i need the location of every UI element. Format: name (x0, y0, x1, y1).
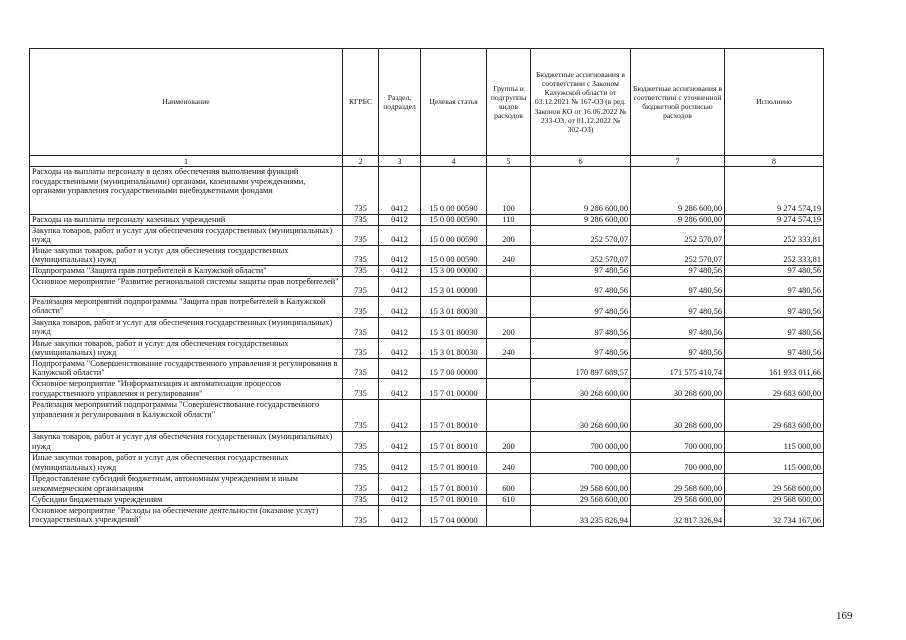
row-updated-amount: 32 817 326,94 (631, 505, 725, 526)
row-executed-amount: 29 683 600,00 (725, 378, 824, 399)
table-row (30, 296, 824, 317)
row-law-amount: 9 286 600,00 (531, 215, 631, 226)
row-law-amount: 29 568 600,00 (531, 494, 631, 505)
row-name: Основное мероприятие "Информатизация и автоматизация процессов государственного управления и регулирования" (30, 378, 343, 399)
row-updated-amount: 97 480,56 (631, 317, 725, 338)
row-group (487, 399, 531, 431)
row-name: Закупка товаров, работ и услуг для обеспечения государственных (муниципальных) нужд (30, 317, 343, 338)
row-name: Иные закупки товаров, работ и услуг для обеспечения государственных (муниципальных) нужд (30, 338, 343, 358)
row-article: 15 7 01 80010 (421, 473, 487, 494)
row-section: 0412 (379, 494, 421, 505)
header-article: Целевая статья (421, 49, 487, 156)
row-name: Подпрограмма "Защита прав потребителей в Калужской области" (30, 265, 343, 276)
row-group (487, 265, 531, 276)
row-law-amount: 9 286 600,00 (531, 167, 631, 215)
row-name: Подпрограмма "Совершенствование государственного управления и регулирования в Калужской области" (30, 358, 343, 378)
table-row (30, 473, 824, 494)
row-kgrbs: 735 (343, 245, 379, 265)
row-section: 0412 (379, 215, 421, 226)
row-law-amount: 700 000,00 (531, 431, 631, 452)
table-row (30, 215, 824, 226)
row-law-amount: 30 268 600,00 (531, 399, 631, 431)
table-row (30, 378, 824, 399)
col-number: 5 (487, 156, 531, 167)
row-name: Реализация мероприятий подпрограммы "Защита прав потребителей в Калужской области" (30, 296, 343, 317)
table-row (30, 276, 824, 296)
row-section: 0412 (379, 317, 421, 338)
row-executed-amount: 252 333,81 (725, 225, 824, 245)
row-name: Реализация мероприятий подпрограммы "Совершенствование государственного управления и регулирования в Калужской области" (30, 399, 343, 431)
col-number: 8 (725, 156, 824, 167)
row-section: 0412 (379, 473, 421, 494)
row-kgrbs: 735 (343, 338, 379, 358)
row-updated-amount: 97 480,56 (631, 265, 725, 276)
row-updated-amount: 30 268 600,00 (631, 399, 725, 431)
row-name: Закупка товаров, работ и услуг для обеспечения государственных (муниципальных) нужд (30, 431, 343, 452)
table-row (30, 431, 824, 452)
row-group: 200 (487, 431, 531, 452)
row-executed-amount: 115 000,00 (725, 431, 824, 452)
row-group: 110 (487, 215, 531, 226)
row-updated-amount: 97 480,56 (631, 338, 725, 358)
row-name: Иные закупки товаров, работ и услуг для обеспечения государственных (муниципальных) нужд (30, 245, 343, 265)
row-article: 15 0 00 00590 (421, 225, 487, 245)
row-name: Основное мероприятие "Расходы на обеспечение деятельности (оказание услуг) государственных учреждений" (30, 505, 343, 526)
row-executed-amount: 9 274 574,19 (725, 215, 824, 226)
row-group (487, 358, 531, 378)
row-section: 0412 (379, 225, 421, 245)
row-group: 240 (487, 452, 531, 473)
row-name: Закупка товаров, работ и услуг для обеспечения государственных (муниципальных) нужд (30, 225, 343, 245)
row-section: 0412 (379, 505, 421, 526)
row-updated-amount: 700 000,00 (631, 452, 725, 473)
row-executed-amount: 29 568 600,00 (725, 494, 824, 505)
table-row (30, 338, 824, 358)
row-section: 0412 (379, 296, 421, 317)
row-article: 15 3 01 80030 (421, 317, 487, 338)
table-row (30, 167, 824, 215)
row-executed-amount: 252 333,81 (725, 245, 824, 265)
row-law-amount: 97 480,56 (531, 276, 631, 296)
header-section: Раздел, подраздел (379, 49, 421, 156)
row-updated-amount: 252 570,07 (631, 245, 725, 265)
row-name: Расходы на выплаты персоналу казенных учреждений (30, 215, 343, 226)
row-article: 15 3 01 00000 (421, 276, 487, 296)
row-executed-amount: 115 000,00 (725, 452, 824, 473)
table-body (30, 167, 824, 527)
row-section: 0412 (379, 167, 421, 215)
row-law-amount: 97 480,56 (531, 296, 631, 317)
row-article: 15 7 04 00000 (421, 505, 487, 526)
row-executed-amount: 97 480,56 (725, 276, 824, 296)
col-number: 2 (343, 156, 379, 167)
row-law-amount: 29 568 600,00 (531, 473, 631, 494)
row-article: 15 3 01 80030 (421, 338, 487, 358)
row-kgrbs: 735 (343, 167, 379, 215)
row-section: 0412 (379, 245, 421, 265)
row-kgrbs: 735 (343, 399, 379, 431)
row-executed-amount: 97 480,56 (725, 317, 824, 338)
row-article: 15 7 01 80010 (421, 452, 487, 473)
row-updated-amount: 29 568 600,00 (631, 494, 725, 505)
table-row (30, 265, 824, 276)
table-row (30, 317, 824, 338)
row-group: 600 (487, 473, 531, 494)
table-row (30, 358, 824, 378)
row-law-amount: 30 268 600,00 (531, 378, 631, 399)
row-executed-amount: 9 274 574,19 (725, 167, 824, 215)
header-executed: Исполнено (725, 49, 824, 156)
row-article: 15 0 00 00590 (421, 215, 487, 226)
row-law-amount: 97 480,56 (531, 338, 631, 358)
row-section: 0412 (379, 265, 421, 276)
col-number: 6 (531, 156, 631, 167)
row-section: 0412 (379, 276, 421, 296)
row-group (487, 378, 531, 399)
row-article: 15 7 01 80010 (421, 431, 487, 452)
row-article: 15 7 01 80010 (421, 399, 487, 431)
row-article: 15 7 01 80010 (421, 494, 487, 505)
row-group: 200 (487, 317, 531, 338)
row-section: 0412 (379, 431, 421, 452)
row-executed-amount: 97 480,56 (725, 296, 824, 317)
header-kgrbs: КГРБС (343, 49, 379, 156)
row-updated-amount: 97 480,56 (631, 276, 725, 296)
row-kgrbs: 735 (343, 431, 379, 452)
row-law-amount: 97 480,56 (531, 317, 631, 338)
row-kgrbs: 735 (343, 276, 379, 296)
row-updated-amount: 9 286 600,00 (631, 167, 725, 215)
header-group: Группы и подгруппы видов расходов (487, 49, 531, 156)
row-name: Субсидии бюджетным учреждениям (30, 494, 343, 505)
row-kgrbs: 735 (343, 473, 379, 494)
row-executed-amount: 161 933 011,66 (725, 358, 824, 378)
col-number: 3 (379, 156, 421, 167)
col-number: 1 (30, 156, 343, 167)
row-name: Основное мероприятие "Развитие региональной системы защиты прав потребителей" (30, 276, 343, 296)
row-group: 200 (487, 225, 531, 245)
header-updated: Бюджетные ассигнования в соответствии с уточненной бюджетной росписью расходов (631, 49, 725, 156)
row-law-amount: 97 480,56 (531, 265, 631, 276)
page-number: 169 (836, 610, 853, 622)
row-group: 240 (487, 338, 531, 358)
row-article: 15 0 00 00590 (421, 167, 487, 215)
col-number: 7 (631, 156, 725, 167)
row-law-amount: 700 000,00 (531, 452, 631, 473)
row-section: 0412 (379, 399, 421, 431)
row-name: Расходы на выплаты персоналу в целях обеспечения выполнения функций государственными (муниципальными) органами, казенными учреждениями, органами управления государственными внебюджетными фондами (30, 167, 343, 215)
row-section: 0412 (379, 358, 421, 378)
column-number-row (30, 156, 824, 167)
row-kgrbs: 735 (343, 505, 379, 526)
row-law-amount: 252 570,07 (531, 245, 631, 265)
row-name: Иные закупки товаров, работ и услуг для обеспечения государственных (муниципальных) нужд (30, 452, 343, 473)
table-row (30, 494, 824, 505)
table-row (30, 452, 824, 473)
row-group: 100 (487, 167, 531, 215)
row-executed-amount: 97 480,56 (725, 265, 824, 276)
row-kgrbs: 735 (343, 494, 379, 505)
table-row (30, 399, 824, 431)
row-section: 0412 (379, 378, 421, 399)
table-row (30, 505, 824, 526)
budget-table (29, 48, 824, 527)
table-row (30, 225, 824, 245)
row-article: 15 3 00 00000 (421, 265, 487, 276)
row-group: 610 (487, 494, 531, 505)
row-section: 0412 (379, 452, 421, 473)
row-kgrbs: 735 (343, 215, 379, 226)
table-row (30, 245, 824, 265)
row-kgrbs: 735 (343, 378, 379, 399)
row-law-amount: 252 570,07 (531, 225, 631, 245)
row-group (487, 296, 531, 317)
row-article: 15 7 00 00000 (421, 358, 487, 378)
row-kgrbs: 735 (343, 358, 379, 378)
row-article: 15 3 01 80030 (421, 296, 487, 317)
row-article: 15 7 01 00000 (421, 378, 487, 399)
row-article: 15 0 00 00590 (421, 245, 487, 265)
row-executed-amount: 32 734 167,06 (725, 505, 824, 526)
row-law-amount: 33 235 826,94 (531, 505, 631, 526)
header-name: Наименование (30, 49, 343, 156)
row-updated-amount: 97 480,56 (631, 296, 725, 317)
row-group (487, 505, 531, 526)
header-law: Бюджетные ассигнования в соответствии с Законом Калужской области от 03.12.2021 № 167-ОЗ (в ред. Законов КО от 16.06.2022 № 233-ОЗ, от 01.12.2022 № 302-ОЗ) (531, 49, 631, 156)
row-updated-amount: 29 568 600,00 (631, 473, 725, 494)
row-group (487, 276, 531, 296)
row-executed-amount: 29 683 600,00 (725, 399, 824, 431)
col-number: 4 (421, 156, 487, 167)
row-updated-amount: 171 575 410,74 (631, 358, 725, 378)
row-updated-amount: 30 268 600,00 (631, 378, 725, 399)
row-name: Предоставление субсидий бюджетным, автономным учреждениям и иным некоммерческим организациям (30, 473, 343, 494)
row-law-amount: 170 897 689,57 (531, 358, 631, 378)
row-updated-amount: 252 570,07 (631, 225, 725, 245)
row-updated-amount: 700 000,00 (631, 431, 725, 452)
row-kgrbs: 735 (343, 317, 379, 338)
row-kgrbs: 735 (343, 296, 379, 317)
row-executed-amount: 29 568 600,00 (725, 473, 824, 494)
row-group: 240 (487, 245, 531, 265)
row-kgrbs: 735 (343, 452, 379, 473)
row-kgrbs: 735 (343, 265, 379, 276)
header-row (30, 49, 824, 156)
row-executed-amount: 97 480,56 (725, 338, 824, 358)
row-kgrbs: 735 (343, 225, 379, 245)
row-section: 0412 (379, 338, 421, 358)
row-updated-amount: 9 286 600,00 (631, 215, 725, 226)
